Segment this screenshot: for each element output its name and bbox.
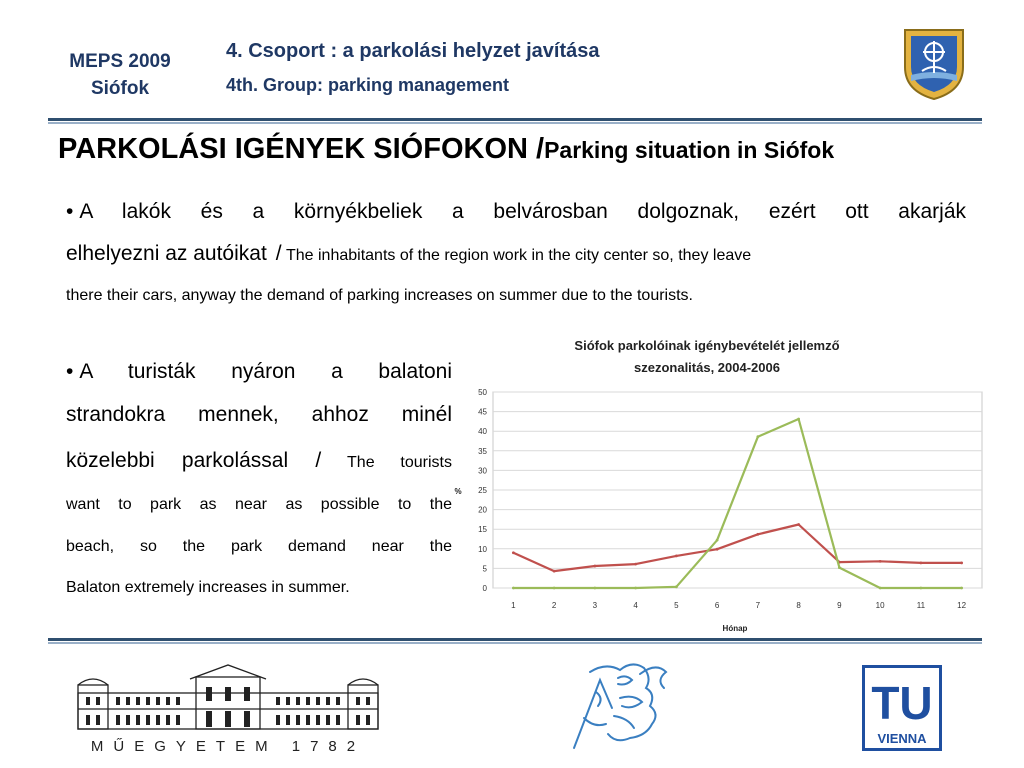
footer-divider-accent <box>48 642 982 644</box>
bullet1-en-line3: there their cars, anyway the demand of parking increases on summer due to the tourists. <box>66 287 693 304</box>
bullet1-line3 <box>66 276 966 316</box>
chart-title-line1: Siófok parkolóinak igénybevételét jellemző <box>574 338 840 353</box>
chart-point <box>756 533 759 536</box>
chart-series <box>512 418 963 590</box>
chart-x-tick-label: 5 <box>674 601 679 610</box>
chart-y-tick-label: 15 <box>478 525 487 535</box>
chart-y-tick-label: 50 <box>478 388 487 397</box>
seasonality-chart-svg <box>445 330 1005 640</box>
chart-x-tick-label: 9 <box>837 601 842 610</box>
chart-point <box>553 570 556 573</box>
bullet2-line1 <box>66 352 452 392</box>
group-title-en: 4th. Group: parking management <box>226 75 510 95</box>
header-divider-accent <box>48 122 982 124</box>
chart-point <box>716 539 719 542</box>
seasonality-chart <box>445 330 1005 640</box>
chart-point <box>919 587 922 590</box>
chart-x-ticks <box>511 601 966 610</box>
lion-logo-icon <box>560 658 678 754</box>
chart-point <box>716 548 719 551</box>
siofok-crest-icon <box>902 27 966 101</box>
chart-y-tick-label: 20 <box>478 505 487 515</box>
chart-y-tick-label: 45 <box>478 407 487 417</box>
group-title-hu: 4. Csoport : a parkolási helyzet javítása <box>226 40 600 62</box>
chart-x-tick-label: 4 <box>633 601 638 610</box>
chart-y-tick-label: 35 <box>478 446 487 456</box>
event-label <box>40 48 200 102</box>
chart-x-label: Hónap <box>722 624 748 633</box>
chart-title-line2: szezonalitás, 2004-2006 <box>634 360 780 375</box>
bullet1-line2 <box>66 232 966 276</box>
chart-y-tick-label: 25 <box>478 486 487 495</box>
bullet1-en-line2: The inhabitants of the region work in the city center so, they leave <box>285 247 752 264</box>
bullet-marker: • <box>66 360 74 383</box>
chart-point <box>634 587 637 590</box>
chart-series-line-1 <box>513 525 961 572</box>
chart-point <box>675 554 678 557</box>
slide-title-hu: PARKOLÁSI IGÉNYEK SIÓFOKON / <box>58 133 545 165</box>
chart-x-tick-label: 8 <box>796 601 801 610</box>
event-place: Siófok <box>90 78 150 99</box>
bullet2-en-line4: want to park as near as possible to the <box>66 496 452 513</box>
header-divider <box>48 118 982 121</box>
chart-x-tick-label: 6 <box>714 601 720 610</box>
chart-y-tick-label: 30 <box>478 466 487 476</box>
chart-x-tick-label: 1 <box>511 601 516 610</box>
chart-x-tick-label: 10 <box>875 601 885 610</box>
bullet2-en-line6: Balaton extremely increases in summer. <box>66 579 350 596</box>
chart-x-tick-label: 11 <box>916 601 926 610</box>
chart-point <box>879 587 882 590</box>
bullet1-line1 <box>66 192 966 232</box>
bullet2-en-line5: beach, so the park demand near the <box>66 538 452 555</box>
bullet1-hu-line1: A lakók és a környékbeliek a belvárosban dolgoznak, ezért ott akarják <box>79 200 966 223</box>
event-name: MEPS 2009 <box>69 51 171 72</box>
chart-point <box>593 565 596 568</box>
chart-x-tick-label: 3 <box>592 601 598 610</box>
chart-point <box>512 587 515 590</box>
chart-point <box>797 418 800 421</box>
bullet1-hu-line2: elhelyezni az autóikat <box>66 242 267 265</box>
tu-logo-subtext: VIENNA <box>877 731 927 746</box>
chart-point <box>512 551 515 554</box>
chart-point <box>634 563 637 566</box>
chart-point <box>879 560 882 563</box>
chart-point <box>960 562 963 565</box>
chart-x-tick-label: 2 <box>551 601 557 610</box>
chart-point <box>960 587 963 590</box>
bullet2-line3 <box>66 438 452 484</box>
slide-title <box>58 133 834 166</box>
bullet-marker: • <box>66 200 74 223</box>
chart-y-tick-label: 0 <box>482 584 487 593</box>
chart-point <box>553 587 556 590</box>
slide-title-en: Parking situation in Siófok <box>544 137 835 163</box>
chart-y-tick-label: 10 <box>478 544 487 554</box>
bullet-inhabitants <box>66 192 966 316</box>
chart-y-tick-label: 40 <box>478 427 487 437</box>
tu-vienna-logo <box>862 665 942 751</box>
bme-logo-text: MŰEGYETEM 1782 <box>90 738 366 755</box>
chart-x-tick-label: 7 <box>755 601 761 610</box>
chart-point <box>756 435 759 438</box>
chart-x-tick-label: 12 <box>957 601 967 610</box>
chart-point <box>675 585 678 588</box>
chart-point <box>797 523 800 526</box>
tu-logo-text: TU <box>871 677 933 729</box>
footer-divider <box>48 638 982 641</box>
chart-point <box>919 562 922 565</box>
bullet-tourists <box>66 352 452 608</box>
chart-point <box>838 566 841 569</box>
chart-y-label: % <box>454 487 462 496</box>
bullet2-hu-line2: strandokra mennek, ahhoz minél <box>66 403 452 426</box>
bullet2-hu-line3: közelebbi parkolással / <box>66 449 322 472</box>
chart-point <box>593 587 596 590</box>
chart-y-ticks <box>478 388 487 593</box>
bullet1-separator: / <box>275 242 282 265</box>
chart-y-tick-label: 5 <box>482 564 487 574</box>
bme-logo <box>72 663 384 755</box>
bullet2-hu-line1: A turisták nyáron a balatoni <box>79 360 452 383</box>
bullet2-en-line3: The tourists <box>347 454 452 471</box>
